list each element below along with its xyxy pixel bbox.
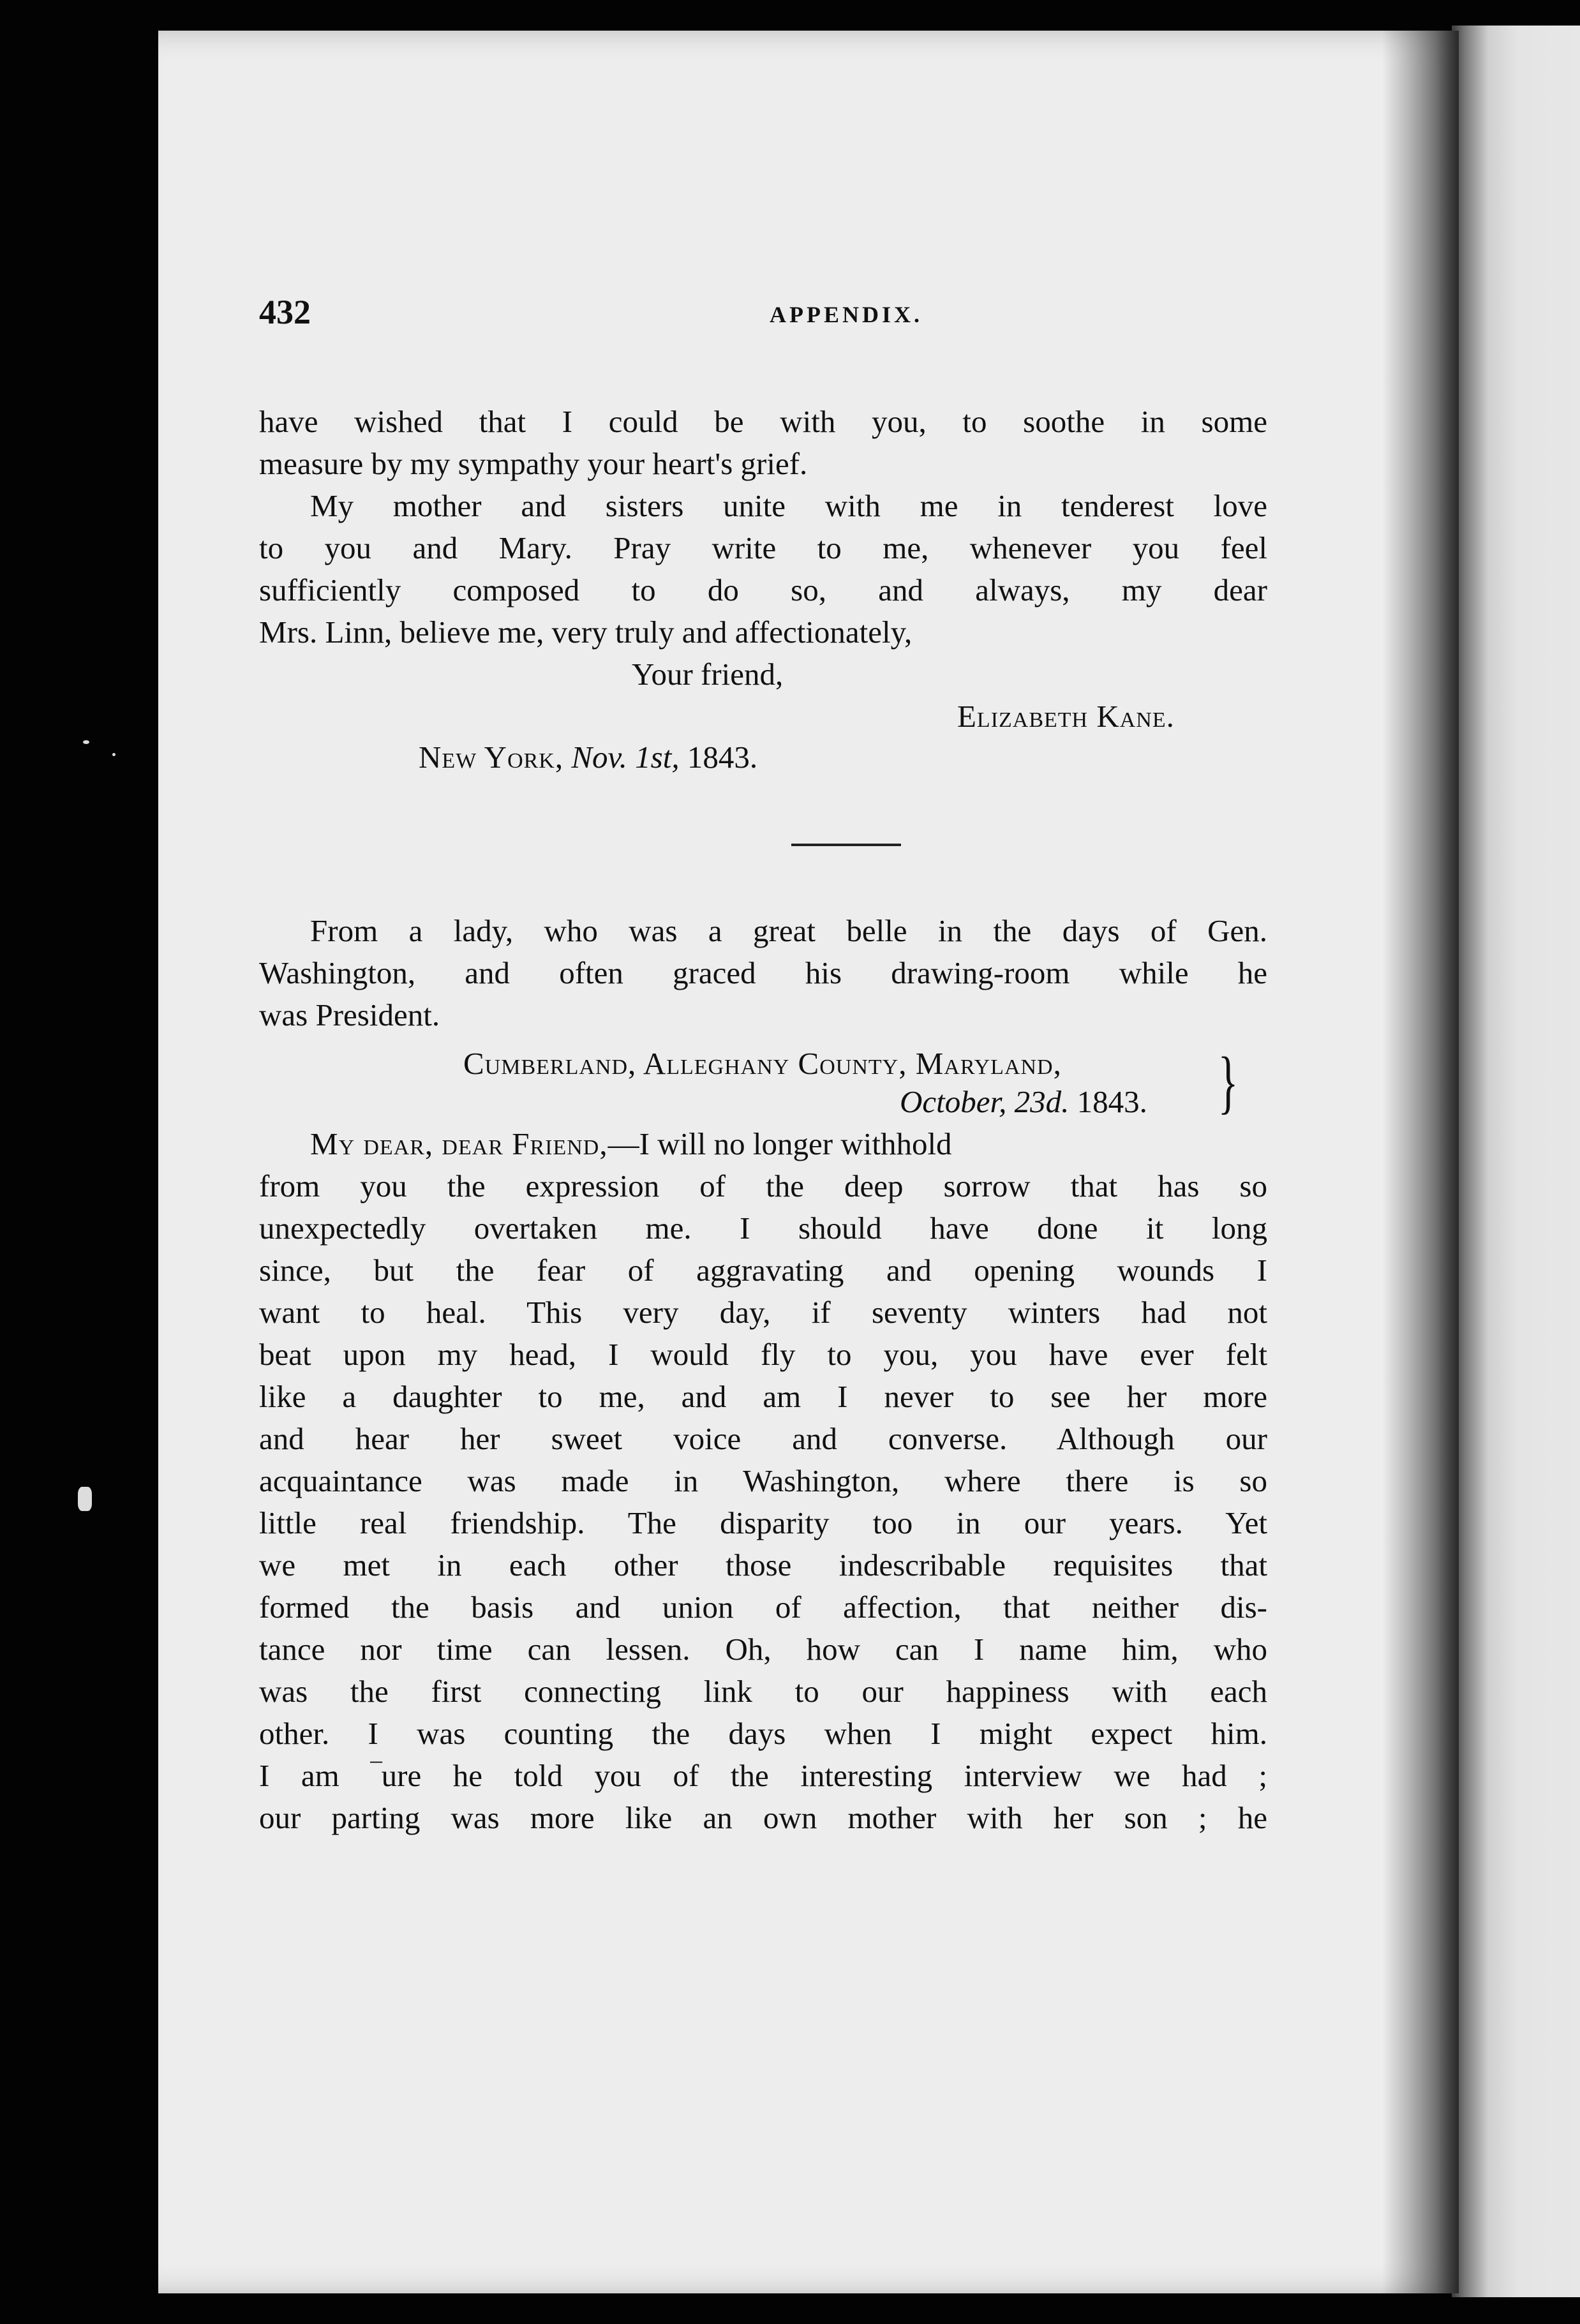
text-line: sufficiently composed to do so, and always, my dear	[259, 572, 1267, 607]
text-line: measure by my sympathy your heart's grief.	[259, 446, 808, 481]
letter-date: Nov. 1st,	[571, 740, 680, 775]
letter-year: 1843.	[687, 740, 758, 775]
page-gutter-shadow	[1382, 31, 1459, 2293]
letter-closing: Your friend,	[632, 657, 784, 692]
text-line: —I will no longer withhold	[607, 1126, 952, 1161]
letter-two-dateline	[900, 1081, 1147, 1123]
text-line: formed the basis and union of affection, that neither dis-	[259, 1590, 1267, 1625]
letter-two-date: October, 23d.	[900, 1084, 1069, 1119]
text-line: acquaintance was made in Washington, where there is so	[259, 1463, 1267, 1498]
scan-speck	[78, 1487, 92, 1511]
text-line: Washington, and often graced his drawing-room while he	[259, 955, 1267, 990]
scan-speck	[112, 753, 116, 756]
text-line: beat upon my head, I would fly to you, you have ever felt	[259, 1337, 1267, 1372]
letter-signature: Elizabeth Kane.	[957, 699, 1175, 734]
text-line: want to heal. This very day, if seventy winters had not	[259, 1295, 1267, 1330]
letter-two-year: 1843.	[1077, 1084, 1147, 1119]
text-line: we met in each other those indescribable requisites that	[259, 1547, 1267, 1583]
text-line: I am ‾ure he told you of the interesting interview we had ;	[259, 1758, 1267, 1793]
letter-dateline	[419, 736, 757, 778]
text-line: tance nor time can lessen. Oh, how can I name him, who	[259, 1632, 1267, 1667]
text-line: unexpectedly overtaken me. I should have done it long	[259, 1210, 1267, 1246]
salutation: My dear, dear Friend,	[310, 1126, 608, 1161]
text-line: to you and Mary. Pray write to me, whenever you feel	[259, 530, 1267, 565]
adjacent-page-edge	[1452, 26, 1580, 2297]
salutation-line	[259, 1123, 1267, 1165]
text-line: our parting was more like an own mother with her son ; he	[259, 1800, 1267, 1835]
text-line: since, but the fear of aggravating and opening wounds I	[259, 1253, 1267, 1288]
text-line: from you the expression of the deep sorrow that has so	[259, 1168, 1267, 1203]
text-line: Mrs. Linn, believe me, very truly and affectionately,	[259, 615, 913, 650]
text-line: like a daughter to me, and am I never to see her more	[259, 1379, 1267, 1414]
running-head: APPENDIX.	[770, 302, 923, 327]
scan-speck	[83, 740, 89, 744]
section-divider-rule	[791, 844, 901, 846]
text-line: and hear her sweet voice and converse. Although our	[259, 1421, 1267, 1456]
letter-location: Cumberland, Alleghany County, Maryland,	[463, 1046, 1062, 1081]
text-line: little real friendship. The disparity too in our years. Yet	[259, 1505, 1267, 1540]
page-number: 432	[259, 293, 311, 331]
page-header	[259, 292, 1280, 343]
letter-place: New York,	[419, 740, 564, 775]
brace-mark: }	[1218, 1043, 1239, 1121]
text-line: My mother and sisters unite with me in tenderest love	[310, 488, 1267, 523]
text-line: was President.	[259, 997, 440, 1032]
text-line: From a lady, who was a great belle in the days of Gen.	[310, 913, 1267, 948]
text-line: was the first connecting link to our happiness with each	[259, 1674, 1267, 1709]
text-line: other. I was counting the days when I might expect him.	[259, 1716, 1267, 1751]
text-line: have wished that I could be with you, to soothe in some	[259, 404, 1267, 439]
